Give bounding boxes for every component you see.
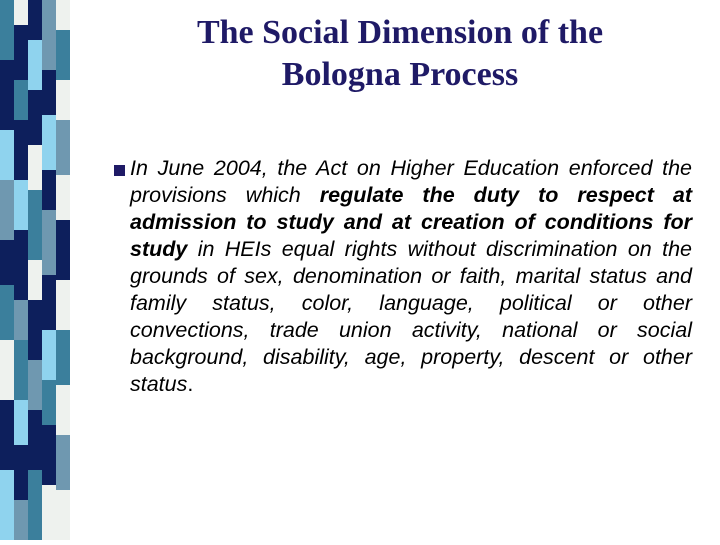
decorative-stripe-bar <box>0 0 70 540</box>
bullet-paragraph <box>130 155 692 398</box>
square-bullet-icon <box>114 165 125 176</box>
paragraph-continuation: in HEIs equal rights without discrimination on the grounds of sex, denomination or faith, marital status and family status, color, language, political or other convections, trade union activity, national or social background, disability, age, property, descent or other status <box>130 237 692 396</box>
slide-title-line-1: The Social Dimension of the <box>196 14 604 51</box>
bullet-item <box>112 155 692 398</box>
paragraph-emphasis: regulate the duty to respect at admission to study and at creation of conditions for study <box>130 183 692 261</box>
slide-title-line-2: Bologna Process <box>281 56 519 93</box>
paragraph-intro: In June 2004, the Act on Higher Education enforced the provisions which <box>130 156 692 207</box>
stripe-pattern <box>0 0 70 540</box>
slide-title <box>110 12 690 96</box>
paragraph-period: . <box>187 372 194 396</box>
